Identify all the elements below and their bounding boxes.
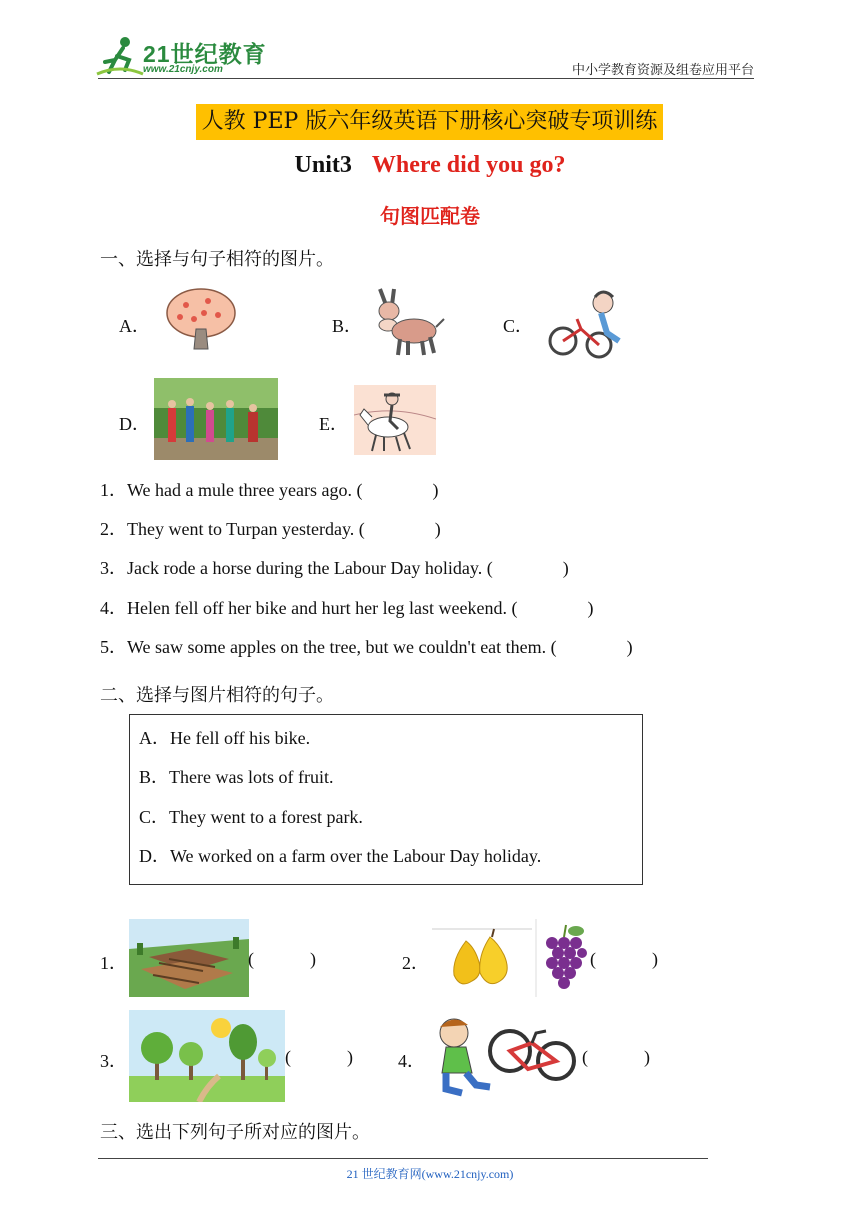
item-2-number: 2． <box>402 953 429 973</box>
forest-park-icon <box>129 1010 285 1102</box>
item-1-answer-blank[interactable]: ( ) <box>248 949 316 969</box>
question-4: 4．Helen fell off her bike and hurt her leg last weekend. ( ) <box>100 598 594 618</box>
item-4-answer-blank[interactable]: ( ) <box>582 1047 650 1067</box>
fallen-bike-icon <box>547 289 629 361</box>
sentence-option-c: C．They went to a forest park. <box>139 807 363 827</box>
horse-rider-icon <box>354 385 436 455</box>
logo <box>95 34 145 78</box>
question-1: 1．We had a mule three years ago. ( ) <box>100 480 439 500</box>
footer-text: 21 世纪教育网(www.21cnjy.com) <box>346 1167 514 1181</box>
page-title: 人教 PEP 版六年级英语下册核心突破专项训练 <box>201 109 658 134</box>
sentence-option-d: D．We worked on a farm over the Labour Day holiday. <box>139 846 542 866</box>
apple-tree-icon <box>164 287 238 353</box>
sentence-option-a: A．He fell off his bike. <box>139 728 311 748</box>
turpan-dancers-photo <box>154 378 278 460</box>
part1-heading: 一、选择与句子相符的图片。 <box>100 249 334 270</box>
item-3-answer-blank[interactable]: ( ) <box>285 1047 353 1067</box>
question-5: 5．We saw some apples on the tree, but we couldn't eat them. ( ) <box>100 637 633 657</box>
question-2: 2．They went to Turpan yesterday. ( ) <box>100 519 441 539</box>
runner-logo-icon <box>95 34 145 78</box>
sentence-option-b: B．There was lots of fruit. <box>139 767 334 787</box>
item-1-number: 1． <box>100 953 127 973</box>
mule-icon <box>370 285 446 359</box>
option-a-label: A． <box>119 316 150 336</box>
item-4-number: 4． <box>398 1051 425 1071</box>
subtitle: 句图匹配卷 <box>380 204 480 228</box>
item-3-number: 3． <box>100 1051 127 1071</box>
question-3: 3．Jack rode a horse during the Labour Day holiday. ( ) <box>100 558 569 578</box>
header-divider <box>98 78 754 79</box>
unit-name: Where did you go? <box>371 152 566 178</box>
option-b-label: B． <box>332 316 363 336</box>
part2-heading: 二、选择与图片相符的句子。 <box>100 685 334 706</box>
logo-text: 21世纪教育 <box>143 41 267 67</box>
option-e-label: E． <box>319 414 348 434</box>
platform-name: 中小学教育资源及组卷应用平台 <box>571 63 754 78</box>
unit-heading <box>0 152 860 179</box>
fruit-icon <box>432 919 592 997</box>
item-2-answer-blank[interactable]: ( ) <box>590 949 658 969</box>
option-c-label: C． <box>503 316 534 336</box>
unit-number: Unit3 <box>294 152 352 178</box>
option-d-label: D． <box>119 414 150 434</box>
logo-url: www.21cnjy.com <box>143 64 223 75</box>
farm-icon <box>129 919 249 997</box>
boy-fell-off-bike-icon <box>432 1013 582 1099</box>
footer-divider <box>98 1158 708 1159</box>
part3-heading: 三、选出下列句子所对应的图片。 <box>100 1122 370 1143</box>
